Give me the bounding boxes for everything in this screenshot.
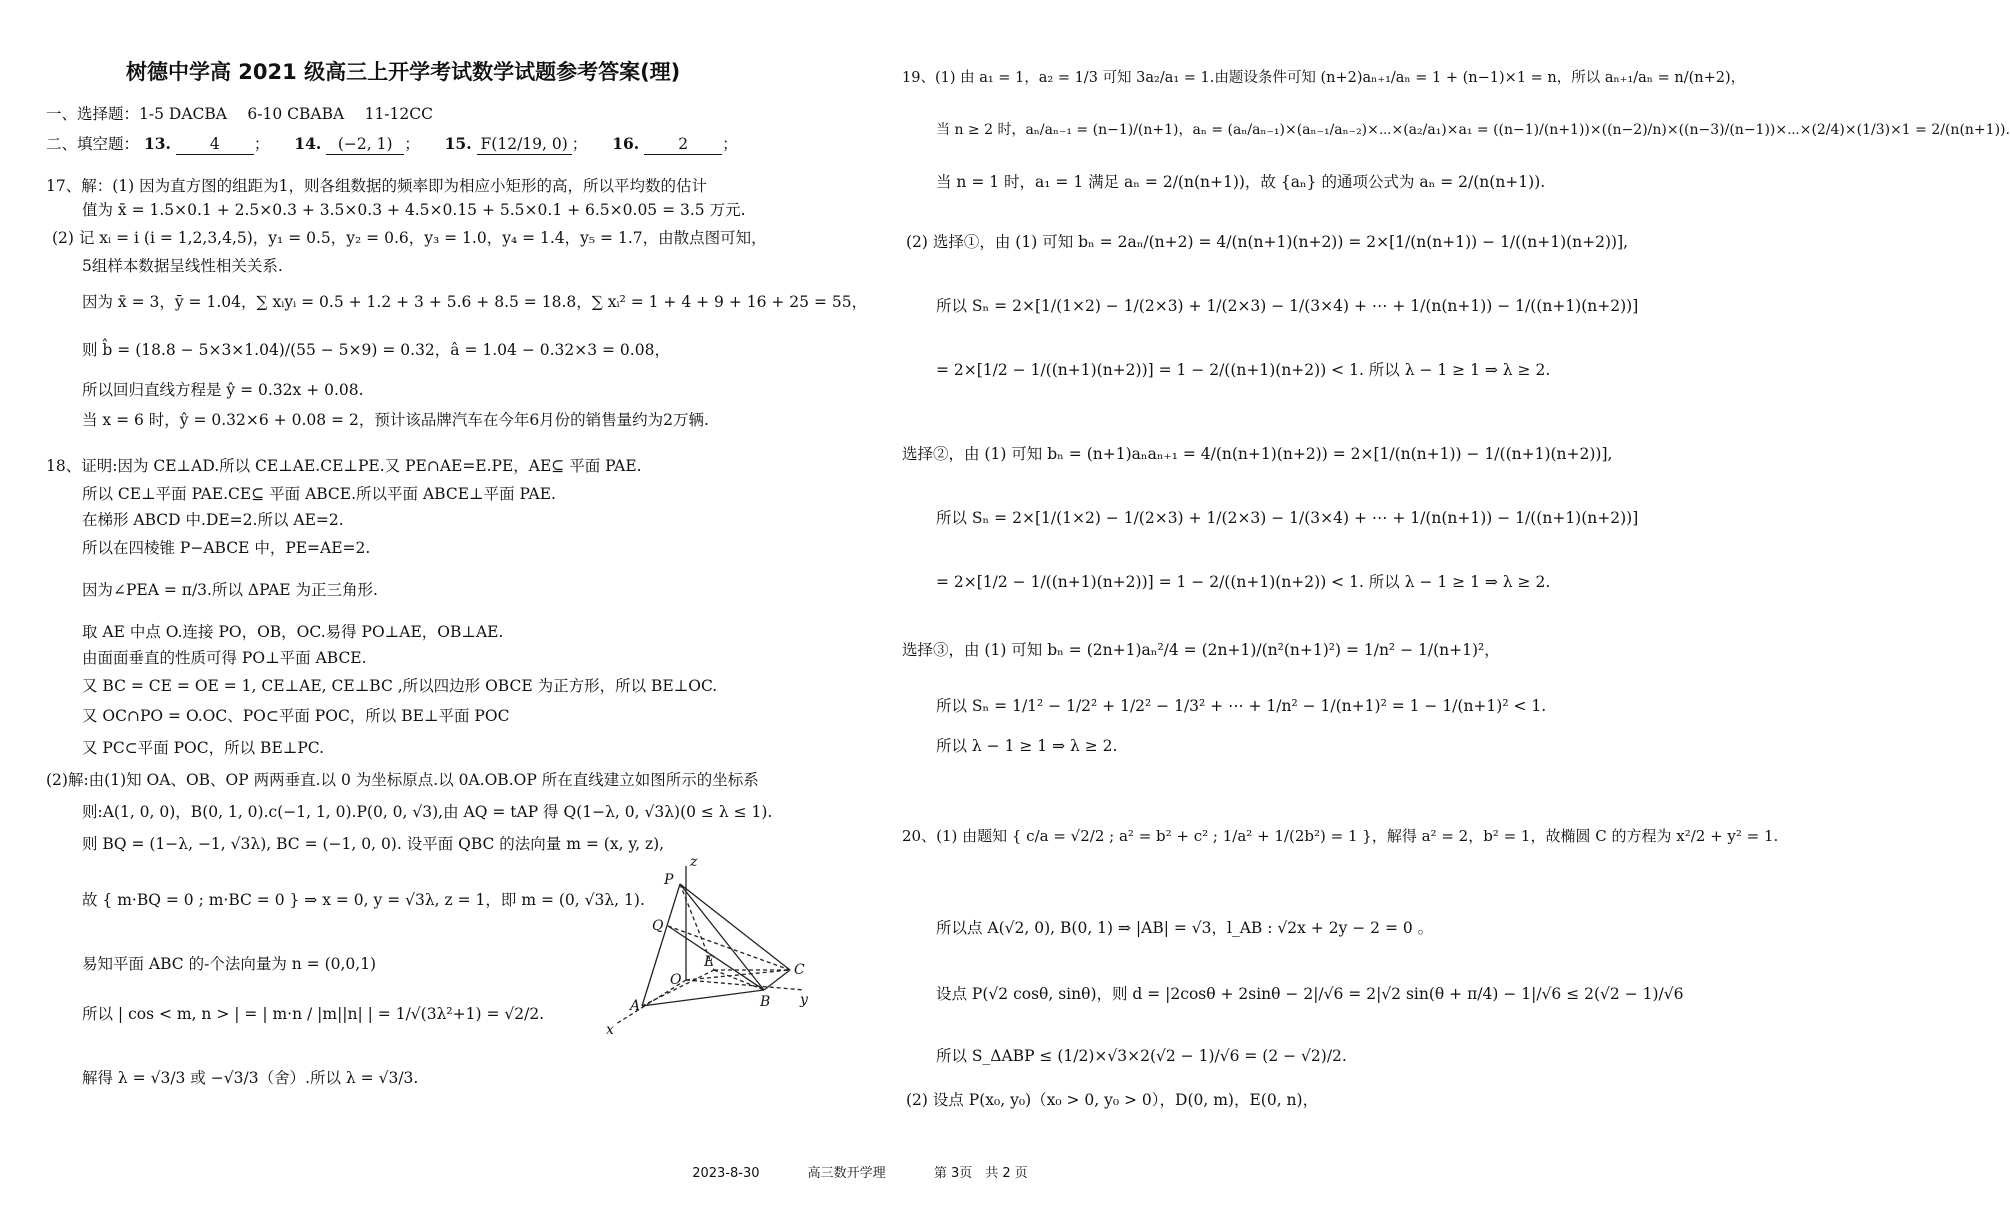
q20-line: (2) 设点 P(x₀, y₀)（x₀ > 0, y₀ > 0），D(0, m)，E(0, n)， (906, 1091, 1319, 1109)
q19-line: 所以 λ − 1 ≥ 1 ⇒ λ ≥ 2. (936, 737, 1118, 755)
q17-line: 则 b̂ = (18.8 − 5×3×1.04)/(55 − 5×9) = 0.32，â = 1.04 − 0.32×3 = 0.08， (82, 341, 670, 359)
q18-line: 又 PC⊂平面 POC，所以 BE⊥PC. (82, 739, 324, 757)
q19-line: 19、(1) 由 a₁ = 1，a₂ = 1/3 可知 3a₂/a₁ = 1.由题设条件可知 (n+2)aₙ₊₁/aₙ = 1 + (n−1)×1 = n，所以 aₙ₊₁/aₙ = n/(n+2)， (902, 70, 1746, 86)
page-title: 树德中学高 2021 级高三上开学考试数学试题参考答案(理) (126, 60, 681, 84)
q18-line: 则 BQ = (1−λ, −1, √3λ), BC = (−1, 0, 0). 设平面 QBC 的法向量 m = (x, y, z), (82, 835, 665, 853)
q19-line: 所以 Sₙ = 1/1² − 1/2² + 1/2² − 1/3² + ⋯ + 1/n² − 1/(n+1)² = 1 − 1/(n+1)² < 1. (936, 697, 1547, 715)
q20-line: 设点 P(√2 cosθ, sinθ)，则 d = |2cosθ + 2sinθ − 2|/√6 = 2|√2 sin(θ + π/4) − 1|/√6 ≤ 2(√2 − 1)/√6 (936, 985, 1684, 1003)
label-B: B (760, 994, 771, 1010)
fill16-label: 16. (612, 134, 640, 153)
q20-line: 20、(1) 由题知 { c/a = √2/2 ; a² = b² + c² ; 1/a² + 1/(2b²) = 1 }，解得 a² = 2，b² = 1，故椭圆 C 的方程为 x²/2 + y² = 1. (902, 827, 1779, 845)
q19-line: = 2×[1/2 − 1/((n+1)(n+2))] = 1 − 2/((n+1)(n+2)) < 1. 所以 λ − 1 ≥ 1 ⇒ λ ≥ 2. (936, 361, 1551, 379)
pyramid-figure (604, 848, 814, 1048)
answer-fill: 二、填空题： 13. 4 ； 14. (−2, 1) ； 15. F(12/19, 0) ； 16. 2 ； (46, 134, 738, 153)
q18-line: 又 OC∩PO = O.OC、PO⊂平面 POC，所以 BE⊥平面 POC (82, 707, 510, 725)
q17-line: 17、解：(1) 因为直方图的组距为1，则各组数据的频率即为相应小矩形的高，所以平均数的估计 (46, 177, 707, 195)
q20-line: 所以 S_ΔABP ≤ (1/2)×√3×2(√2 − 1)/√6 = (2 − √2)/2. (936, 1047, 1347, 1065)
q18-line: 取 AE 中点 O.连接 PO，OB，OC.易得 PO⊥AE，OB⊥AE. (82, 623, 504, 641)
q17-line: 因为 x̄ = 3，ȳ = 1.04，∑ xᵢyᵢ = 0.5 + 1.2 + 3 + 5.6 + 8.5 = 18.8，∑ xᵢ² = 1 + 4 + 9 + 16 + 25 = 55， (82, 293, 868, 311)
q18-line: 所以 CE⊥平面 PAE.CE⊆ 平面 ABCE.所以平面 ABCE⊥平面 PAE. (82, 485, 556, 503)
label-z: z (690, 854, 698, 870)
footer-page: 第 3页 共 2 页 (933, 1166, 1028, 1181)
q18-line: 又 BC = CE = OE = 1, CE⊥AE, CE⊥BC ,所以四边形 OBCE 为正方形，所以 BE⊥OC. (82, 677, 718, 695)
label-E: E (704, 954, 715, 970)
q20-line: 所以点 A(√2, 0), B(0, 1) ⇒ |AB| = √3，l_AB : √2x + 2y − 2 = 0 。 (936, 919, 1434, 937)
fill-label: 二、填空题： (46, 135, 140, 153)
q19-line: 当 n = 1 时，a₁ = 1 满足 aₙ = 2/(n(n+1))，故 {aₙ} 的通项公式为 aₙ = 2/(n(n+1)). (936, 173, 1546, 191)
footer-subject: 高三数开学理 (807, 1166, 886, 1181)
fill14-answer: (−2, 1) (326, 134, 404, 155)
q18-line: 易知平面 ABC 的-个法向量为 n = (0,0,1) (82, 955, 377, 973)
q19-line: 选择②，由 (1) 可知 bₙ = (n+1)aₙaₙ₊₁ = 4/(n(n+1)(n+2)) = 2×[1/(n(n+1)) − 1/((n+1)(n+2))], (902, 445, 1613, 463)
q18-line: (2)解:由(1)知 OA、OB、OP 两两垂直.以 0 为坐标原点.以 0A.OB.OP 所在直线建立如图所示的坐标系 (46, 771, 759, 789)
q17-line: 当 x = 6 时，ŷ = 0.32×6 + 0.08 = 2，预计该品牌汽车在今年6月份的销售量约为2万辆. (82, 411, 709, 429)
q18-line: 18、证明:因为 CE⊥AD.所以 CE⊥AE.CE⊥PE.又 PE∩AE=E.PE，AE⊆ 平面 PAE. (46, 457, 642, 475)
fill16-answer: 2 (644, 134, 722, 155)
q17-line: (2) 记 xᵢ = i (i = 1,2,3,4,5)，y₁ = 0.5，y₂ = 0.6，y₃ = 1.0，y₄ = 1.4，y₅ = 1.7，由散点图可知， (52, 229, 767, 247)
label-x: x (606, 1022, 614, 1038)
q19-line: 所以 Sₙ = 2×[1/(1×2) − 1/(2×3) + 1/(2×3) − 1/(3×4) + ⋯ + 1/(n(n+1)) − 1/((n+1)(n+2))] (936, 509, 1639, 527)
q18-line: 所以 | cos < m, n > | = | m·n / |m||n| | = 1/√(3λ²+1) = √2/2. (82, 1005, 545, 1023)
q18-line: 因为∠PEA = π/3.所以 ΔPAE 为正三角形. (82, 581, 378, 599)
label-Q: Q (652, 918, 664, 934)
fill13-label: 13. (143, 134, 171, 153)
q18-line: 解得 λ = √3/3 或 −√3/3（舍）.所以 λ = √3/3. (82, 1069, 419, 1087)
q18-line: 由面面垂直的性质可得 PO⊥平面 ABCE. (82, 649, 367, 667)
label-A: A (630, 998, 641, 1014)
footer-date: 2023-8-30 (692, 1166, 760, 1181)
q17-line: 5组样本数据呈线性相关关系. (82, 257, 283, 275)
fill14-label: 14. (294, 134, 322, 153)
page-footer (0, 1162, 1720, 1181)
q19-line: (2) 选择①，由 (1) 可知 bₙ = 2aₙ/(n+2) = 4/(n(n+1)(n+2)) = 2×[1/(n(n+1)) − 1/((n+1)(n+2))], (906, 233, 1629, 251)
answer-choice: 一、选择题：1-5 DACBA 6-10 CBABA 11-12CC (46, 105, 433, 123)
q17-line: 值为 x̄ = 1.5×0.1 + 2.5×0.3 + 3.5×0.3 + 4.5×0.15 + 5.5×0.1 + 6.5×0.05 = 3.5 万元. (82, 201, 746, 219)
label-y: y (800, 992, 808, 1008)
label-O: O (670, 972, 682, 988)
fill15-label: 15. (444, 134, 472, 153)
q19-line: 所以 Sₙ = 2×[1/(1×2) − 1/(2×3) + 1/(2×3) − 1/(3×4) + ⋯ + 1/(n(n+1)) − 1/((n+1)(n+2))] (936, 297, 1639, 315)
q18-line: 所以在四棱锥 P−ABCE 中，PE=AE=2. (82, 539, 371, 557)
fill15-answer: F(12/19, 0) (477, 134, 572, 155)
q17-line: 所以回归直线方程是 ŷ = 0.32x + 0.08. (82, 381, 364, 399)
q18-line: 则:A(1, 0, 0)，B(0, 1, 0).c(−1, 1, 0).P(0, 0, √3),由 AQ = tAP 得 Q(1−λ, 0, √3λ)(0 ≤ λ ≤ 1). (82, 803, 773, 821)
q19-line: 当 n ≥ 2 时，aₙ/aₙ₋₁ = (n−1)/(n+1)，aₙ = (aₙ/aₙ₋₁)×(aₙ₋₁/aₙ₋₂)×⋯×(a₂/a₁)×a₁ = ((n−1)/(n+1))×((n−2)/n)×((n−3)/(n−1))×⋯×(2/4)×(1/3)×1 = 2/(n(n+1)). (936, 122, 2010, 138)
q19-line: 选择③，由 (1) 可知 bₙ = (2n+1)aₙ²/4 = (2n+1)/(n²(n+1)²) = 1/n² − 1/(n+1)²， (902, 641, 1500, 659)
fill13-answer: 4 (176, 134, 254, 155)
label-P: P (664, 872, 674, 888)
q19-line: = 2×[1/2 − 1/((n+1)(n+2))] = 1 − 2/((n+1)(n+2)) < 1. 所以 λ − 1 ≥ 1 ⇒ λ ≥ 2. (936, 573, 1551, 591)
q18-line: 在梯形 ABCD 中.DE=2.所以 AE=2. (82, 511, 344, 529)
label-C: C (794, 962, 805, 978)
q18-line: 故 { m·BQ = 0 ; m·BC = 0 } ⇒ x = 0, y = √3λ, z = 1，即 m = (0, √3λ, 1). (82, 891, 645, 909)
